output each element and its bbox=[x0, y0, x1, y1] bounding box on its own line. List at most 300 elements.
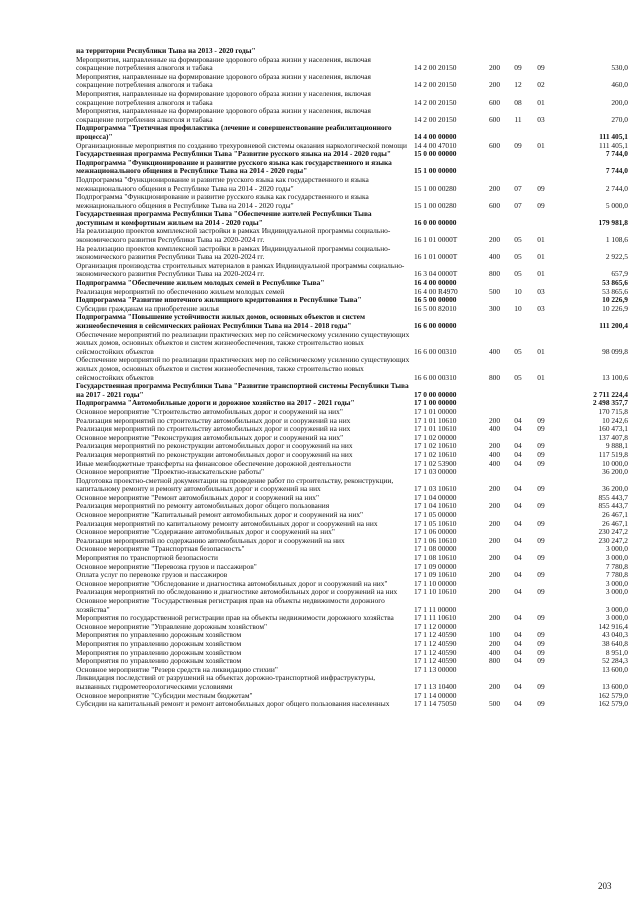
expense-type-cell: 200 bbox=[488, 415, 501, 425]
target-code-cell: 17 1 08 10610 bbox=[414, 553, 457, 563]
section-cell bbox=[507, 124, 529, 141]
expense-type-cell: 400 bbox=[488, 346, 501, 356]
table-row bbox=[76, 356, 628, 382]
row-name-cell: Государственная программа Республики Тыва "Развитие русского языка на 2014 - 2020 годы" bbox=[76, 149, 392, 159]
expense-type-cell: 400 bbox=[488, 647, 501, 657]
target-code-cell: 17 1 12 40590 bbox=[414, 656, 457, 666]
row-name-cell: Подпрограмма "Автомобильные дороги и дорожное хозяйство на 2017 - 2021 годы" bbox=[76, 398, 355, 408]
expense-type-cell bbox=[482, 597, 507, 614]
expense-type-cell: 200 bbox=[488, 518, 501, 528]
row-name-cell: Мероприятия, направленные на формирование здорового образа жизни у населения, включая сокращение потребления алкоголя и табака bbox=[76, 88, 371, 107]
expense-type-cell bbox=[482, 382, 507, 399]
section-cell bbox=[507, 159, 529, 176]
table-row bbox=[76, 159, 628, 176]
row-name-cell: Основное мероприятие "Реконструкция автомобильных дорог и сооружений на них" bbox=[76, 432, 344, 442]
target-code-cell bbox=[414, 47, 482, 56]
target-code-cell: 16 3 04 0000Т bbox=[414, 269, 458, 279]
section-cell: 05 bbox=[514, 269, 522, 279]
row-name-cell: Основное мероприятие "Строительство автомобильных дорог и сооружений на них" bbox=[76, 406, 343, 416]
row-name-cell: Подпрограмма "Повышение устойчивости жилых домов, основных объектов и систем жизнеобеспечения в сейсмических районах Республики Тыва на 2014 - 2018 годы" bbox=[76, 312, 365, 330]
subsection-cell: 09 bbox=[537, 449, 545, 459]
target-code-cell: 17 1 14 00000 bbox=[414, 690, 457, 700]
target-code-cell: 14 4 00 47010 bbox=[414, 140, 457, 150]
row-name-cell: Основное мероприятие "Управление дорожным хозяйством" bbox=[76, 621, 268, 631]
row-name-cell: Основное мероприятие "Содержание автомобильных дорог и сооружений на них" bbox=[76, 527, 335, 537]
row-name-cell: Ликвидация последствий от разрушений на объектах дорожно-транспортной инфраструктуры, вызванных гидрометеорологическими условиями bbox=[76, 673, 376, 691]
table-row bbox=[76, 124, 628, 141]
section-cell: 07 bbox=[514, 183, 522, 193]
subsection-cell: 09 bbox=[537, 458, 545, 468]
row-name-cell: Организация производства строительных материалов в рамках Индивидуальной программы социально-экономического развития Республики Тыва на 2020-2024 гг. bbox=[76, 260, 405, 279]
sum-cell: 230 247,2 bbox=[598, 527, 628, 537]
section-cell: 10 bbox=[514, 286, 522, 296]
subsection-cell: 03 bbox=[537, 114, 545, 124]
target-code-cell: 15 1 00 00000 bbox=[414, 166, 457, 176]
row-name-cell: На реализацию проектов комплексной застройки в рамках Индивидуальной программы социально-экономического развития Республики Тыва на 2020-2024 гг. bbox=[76, 243, 391, 262]
sum-cell: 142 916,4 bbox=[598, 621, 628, 631]
section-cell bbox=[507, 597, 529, 614]
row-name-cell: Реализация мероприятий по капитальному ремонту автомобильных дорог и сооружений на них bbox=[76, 518, 378, 528]
sum-cell: 117 519,8 bbox=[598, 449, 628, 459]
expense-type-cell: 100 bbox=[488, 630, 501, 640]
sum-cell: 3 000,0 bbox=[605, 613, 628, 623]
subsection-cell: 09 bbox=[537, 553, 545, 563]
row-name-cell: Основное мероприятие "Резерв средств на ликвидацию стихии" bbox=[76, 664, 278, 674]
target-code-cell: 14 2 00 20150 bbox=[414, 114, 457, 124]
target-code-cell: 16 6 00 00310 bbox=[414, 346, 457, 356]
section-cell bbox=[507, 313, 529, 330]
sum-cell: 530,0 bbox=[611, 63, 628, 73]
target-code-cell: 15 0 00 00000 bbox=[414, 149, 457, 159]
row-name-cell: Реализация мероприятий по строительству автомобильных дорог и сооружений на них bbox=[76, 415, 351, 425]
target-code-cell: 17 1 12 00000 bbox=[414, 621, 457, 631]
sum-cell: 10 226,9 bbox=[602, 303, 628, 313]
sum-cell: 179 981,8 bbox=[598, 217, 628, 227]
sum-cell: 1 108,6 bbox=[605, 235, 628, 245]
section-cell: 04 bbox=[514, 681, 522, 691]
row-name-cell: Государственная программа Республики Тыва "Развитие транспортной системы Республики Тыва на 2017 - 2021 годы" bbox=[76, 381, 409, 399]
sum-cell: 2 498 357,7 bbox=[592, 398, 628, 408]
sum-cell: 53 865,6 bbox=[602, 278, 628, 288]
sum-cell: 2 711 224,4 bbox=[593, 389, 628, 399]
subsection-cell bbox=[529, 399, 553, 408]
table-row bbox=[76, 674, 628, 691]
section-cell: 04 bbox=[514, 647, 522, 657]
expense-type-cell: 200 bbox=[488, 553, 501, 563]
expense-type-cell bbox=[482, 666, 507, 675]
target-code-cell: 17 1 09 10610 bbox=[414, 570, 457, 580]
budget-table-body bbox=[76, 47, 628, 709]
subsection-cell bbox=[529, 313, 553, 330]
sum-cell: 7 744,0 bbox=[605, 149, 628, 159]
table-row bbox=[76, 245, 628, 262]
subsection-cell: 09 bbox=[537, 613, 545, 623]
row-name-cell: Мероприятия по государственной регистрации прав на объекты недвижимости дорожного хозяйства bbox=[76, 613, 394, 623]
table-row bbox=[76, 477, 628, 494]
section-cell: 04 bbox=[514, 656, 522, 666]
target-code-cell: 17 0 00 00000 bbox=[414, 389, 457, 399]
sum-cell: 53 865,6 bbox=[602, 286, 628, 296]
subsection-cell bbox=[529, 124, 553, 141]
target-code-cell: 17 1 04 10610 bbox=[414, 501, 457, 511]
sum-cell: 2 922,5 bbox=[605, 252, 628, 262]
sum-cell: 13 600,0 bbox=[602, 681, 628, 691]
sum-cell: 7 780,8 bbox=[605, 561, 628, 571]
section-cell: 09 bbox=[514, 63, 522, 73]
row-name-cell: Подпрограмма "Функционирование и развитие русского языка как государственного и языка межнационального общения в Республике Тыва на 2014 - 2020 годы" bbox=[76, 157, 392, 176]
row-name-cell: Реализация мероприятий по ремонту автомобильных дорог общего пользования bbox=[76, 501, 330, 511]
expense-type-cell bbox=[482, 159, 507, 176]
row-name-cell: Основное мероприятие "Государственная регистрация прав на объекты недвижимости дорожного хозяйства" bbox=[76, 596, 385, 614]
target-code-cell: 17 1 00 00000 bbox=[414, 398, 457, 408]
subsection-cell: 09 bbox=[537, 183, 545, 193]
target-code-cell: 17 1 01 00000 bbox=[414, 406, 457, 416]
sum-cell: 9 888,1 bbox=[605, 441, 628, 451]
target-code-cell: 15 1 00 00280 bbox=[414, 200, 457, 210]
target-code-cell: 17 1 12 40590 bbox=[414, 630, 457, 640]
target-code-cell: 16 0 00 00000 bbox=[414, 217, 457, 227]
sum-cell: 36 200,0 bbox=[602, 484, 628, 494]
expense-type-cell: 200 bbox=[488, 484, 501, 494]
expense-type-cell: 500 bbox=[488, 699, 501, 709]
target-code-cell: 16 1 01 0000Т bbox=[414, 252, 458, 262]
sum-cell: 460,0 bbox=[611, 80, 628, 90]
table-row bbox=[76, 313, 628, 330]
expense-type-cell bbox=[482, 150, 507, 159]
section-cell: 05 bbox=[514, 252, 522, 262]
sum-cell: 3 000,0 bbox=[605, 578, 628, 588]
table-row bbox=[76, 262, 628, 279]
table-row bbox=[76, 193, 628, 210]
table-row bbox=[76, 597, 628, 614]
target-code-cell: 17 1 10 10610 bbox=[414, 587, 457, 597]
row-name-cell: Основное мероприятие "Перевозка грузов и пассажиров" bbox=[76, 561, 257, 571]
subsection-cell: 09 bbox=[537, 656, 545, 666]
expense-type-cell: 400 bbox=[488, 458, 501, 468]
target-code-cell: 16 5 00 00000 bbox=[414, 295, 457, 305]
table-row bbox=[76, 382, 628, 399]
row-name-cell: Мероприятия по управлению дорожным хозяйством bbox=[76, 638, 242, 648]
target-code-cell: 17 1 08 00000 bbox=[414, 544, 457, 554]
sum-cell: 230 247,2 bbox=[598, 535, 628, 545]
row-name-cell: Мероприятия по управлению дорожным хозяйством bbox=[76, 647, 242, 657]
page-number: 203 bbox=[598, 881, 612, 891]
expense-type-cell: 200 bbox=[488, 80, 501, 90]
expense-type-cell: 200 bbox=[488, 63, 501, 73]
subsection-cell: 01 bbox=[537, 346, 545, 356]
sum-cell: 111 405,1 bbox=[598, 140, 628, 150]
expense-type-cell: 800 bbox=[488, 269, 501, 279]
section-cell: 12 bbox=[514, 80, 522, 90]
subsection-cell: 09 bbox=[537, 63, 545, 73]
sum-cell: 10 242,6 bbox=[602, 415, 628, 425]
section-cell bbox=[507, 210, 529, 227]
subsection-cell: 09 bbox=[537, 535, 545, 545]
target-code-cell: 14 4 00 00000 bbox=[414, 131, 457, 141]
section-cell: 04 bbox=[514, 441, 522, 451]
section-cell: 04 bbox=[514, 699, 522, 709]
subsection-cell: 02 bbox=[537, 80, 545, 90]
sum-cell: 43 040,3 bbox=[602, 630, 628, 640]
expense-type-cell: 400 bbox=[488, 449, 501, 459]
subsection-cell bbox=[529, 159, 553, 176]
sum-cell: 13 100,6 bbox=[602, 372, 628, 382]
row-name-cell: Реализация мероприятий по обеспечению жильем молодых семей bbox=[76, 286, 285, 296]
expense-type-cell: 200 bbox=[488, 535, 501, 545]
target-code-cell: 17 1 02 10610 bbox=[414, 449, 457, 459]
section-cell: 04 bbox=[514, 535, 522, 545]
sum-cell: 162 579,0 bbox=[598, 699, 628, 709]
subsection-cell: 01 bbox=[537, 235, 545, 245]
expense-type-cell: 600 bbox=[488, 97, 501, 107]
section-cell: 04 bbox=[514, 587, 522, 597]
subsection-cell bbox=[529, 47, 553, 56]
target-code-cell: 14 2 00 20150 bbox=[414, 97, 457, 107]
table-row bbox=[76, 73, 628, 90]
expense-type-cell: 300 bbox=[488, 303, 501, 313]
subsection-cell: 09 bbox=[537, 699, 545, 709]
target-code-cell: 16 4 00 R4970 bbox=[414, 286, 458, 296]
target-code-cell: 14 2 00 20150 bbox=[414, 80, 457, 90]
expense-type-cell: 600 bbox=[488, 114, 501, 124]
subsection-cell: 01 bbox=[537, 140, 545, 150]
expense-type-cell: 500 bbox=[488, 286, 501, 296]
sum-cell: 3 000,0 bbox=[605, 553, 628, 563]
table-row bbox=[76, 56, 628, 73]
expense-type-cell: 200 bbox=[488, 570, 501, 580]
section-cell bbox=[507, 382, 529, 399]
subsection-cell: 09 bbox=[537, 501, 545, 511]
expense-type-cell: 200 bbox=[488, 681, 501, 691]
subsection-cell: 09 bbox=[537, 518, 545, 528]
table-row bbox=[76, 331, 628, 357]
row-name-cell: Субсидии на капитальный ремонт и ремонт автомобильных дорог общего пользования населенных bbox=[76, 699, 390, 709]
expense-type-cell: 200 bbox=[488, 501, 501, 511]
expense-type-cell bbox=[482, 399, 507, 408]
sum-cell: 3 000,0 bbox=[605, 587, 628, 597]
sum-cell: 98 099,8 bbox=[602, 346, 628, 356]
section-cell: 04 bbox=[514, 553, 522, 563]
row-name-cell: Мероприятия по управлению дорожным хозяйством bbox=[76, 630, 242, 640]
section-cell: 05 bbox=[514, 346, 522, 356]
target-code-cell: 15 1 00 00280 bbox=[414, 183, 457, 193]
row-name-cell: Мероприятия по управлению дорожным хозяйством bbox=[76, 656, 242, 666]
target-code-cell: 17 1 06 10610 bbox=[414, 535, 457, 545]
sum-cell: 26 467,1 bbox=[602, 518, 628, 528]
expense-type-cell: 800 bbox=[488, 656, 501, 666]
sum-cell: 160 473,1 bbox=[598, 424, 628, 434]
sum-cell: 38 640,8 bbox=[602, 638, 628, 648]
row-name-cell: Мероприятия, направленные на формирование здорового образа жизни у населения, включая сокращение потребления алкоголя и табака bbox=[76, 106, 371, 124]
section-cell: 04 bbox=[514, 501, 522, 511]
sum-cell: 270,0 bbox=[611, 114, 628, 124]
section-cell: 04 bbox=[514, 613, 522, 623]
subsection-cell bbox=[529, 150, 553, 159]
sum-cell: 200,0 bbox=[611, 97, 628, 107]
target-code-cell: 17 1 11 10610 bbox=[414, 613, 457, 623]
row-name-cell: Подпрограмма "Функционирование и развитие русского языка как государственного и языка межнационального общения в Республике Тыва на 2014 - 2020 годы" bbox=[76, 192, 369, 210]
row-name-cell: Основное мероприятие "Транспортная безопасность" bbox=[76, 544, 245, 554]
row-name-cell: Основное мероприятие "Ремонт автомобильных дорог и сооружений на них" bbox=[76, 492, 319, 502]
subsection-cell: 01 bbox=[537, 372, 545, 382]
target-code-cell: 17 1 09 00000 bbox=[414, 561, 457, 571]
target-code-cell: 17 1 14 75050 bbox=[414, 699, 457, 709]
expense-type-cell bbox=[482, 47, 507, 56]
subsection-cell: 09 bbox=[537, 647, 545, 657]
subsection-cell: 09 bbox=[537, 484, 545, 494]
target-code-cell: 17 1 06 00000 bbox=[414, 527, 457, 537]
sum-cell: 855 443,7 bbox=[598, 492, 628, 502]
sum-cell: 7 780,8 bbox=[605, 570, 628, 580]
section-cell: 04 bbox=[514, 638, 522, 648]
document-page bbox=[76, 47, 628, 709]
target-code-cell: 16 1 01 0000Т bbox=[414, 235, 458, 245]
expense-type-cell: 600 bbox=[488, 140, 501, 150]
section-cell bbox=[507, 47, 529, 56]
target-code-cell: 16 4 00 00000 bbox=[414, 278, 457, 288]
table-row bbox=[76, 227, 628, 244]
subsection-cell bbox=[529, 666, 553, 675]
expense-type-cell: 400 bbox=[488, 424, 501, 434]
row-name-cell: Реализация мероприятий по реконструкции автомобильных дорог и сооружений на них bbox=[76, 449, 353, 459]
target-code-cell: 17 1 03 10610 bbox=[414, 484, 457, 494]
row-name-cell: Подпрограмма "Третичная профилактика (лечение и совершенствование реабилитационного процесса)" bbox=[76, 123, 392, 141]
target-code-cell: 17 1 03 00000 bbox=[414, 467, 457, 477]
section-cell: 05 bbox=[514, 235, 522, 245]
expense-type-cell: 200 bbox=[488, 587, 501, 597]
expense-type-cell: 400 bbox=[488, 252, 501, 262]
sum-cell: 137 407,8 bbox=[598, 432, 628, 442]
subsection-cell: 09 bbox=[537, 630, 545, 640]
sum-cell: 52 284,3 bbox=[602, 656, 628, 666]
section-cell: 04 bbox=[514, 570, 522, 580]
subsection-cell bbox=[529, 468, 553, 477]
target-code-cell: 16 6 00 00000 bbox=[414, 321, 457, 330]
row-name-cell: Иные межбюджетные трансферты на финансовое обеспечение дорожной деятельности bbox=[76, 458, 351, 468]
expense-type-cell: 600 bbox=[488, 200, 501, 210]
row-name-cell: Реализация мероприятий по содержанию автомобильных дорог и сооружений на них bbox=[76, 535, 345, 545]
expense-type-cell: 200 bbox=[488, 235, 501, 245]
sum-cell: 36 200,0 bbox=[602, 467, 628, 477]
sum-cell: 8 951,0 bbox=[605, 647, 628, 657]
section-cell: 04 bbox=[514, 484, 522, 494]
subsection-cell: 09 bbox=[537, 681, 545, 691]
subsection-cell: 09 bbox=[537, 441, 545, 451]
row-name-cell: Подпрограмма "Развитие ипотечного жилищного кредитования в Республике Тыва" bbox=[76, 295, 362, 305]
table-row bbox=[76, 176, 628, 193]
sum-cell: 855 443,7 bbox=[598, 501, 628, 511]
sum-cell: 13 600,0 bbox=[602, 664, 628, 674]
subsection-cell bbox=[529, 382, 553, 399]
row-name-cell: Подготовка проектно-сметной документации на проведение работ по строительству, реконструкции, капитальному ремонту и ремонту автомобильных дорог и сооружений на них bbox=[76, 475, 394, 494]
expense-type-cell bbox=[482, 124, 507, 141]
expense-type-cell: 800 bbox=[488, 372, 501, 382]
row-name-cell: на территории Республики Тыва на 2013 - 2020 годы" bbox=[76, 46, 256, 55]
sum-cell: 2 744,0 bbox=[605, 183, 628, 193]
target-code-cell: 17 1 05 10610 bbox=[414, 518, 457, 528]
section-cell: 11 bbox=[514, 114, 522, 124]
row-name-cell: Организационные мероприятия по созданию трехуровневой системы оказания наркологической помощи bbox=[76, 140, 407, 150]
section-cell: 04 bbox=[514, 630, 522, 640]
section-cell: 05 bbox=[514, 372, 522, 382]
target-code-cell: 17 1 13 00000 bbox=[414, 664, 457, 674]
subsection-cell: 01 bbox=[537, 252, 545, 262]
row-name-cell: Основное мероприятие "Проектно-изыскательские работы" bbox=[76, 467, 264, 477]
section-cell bbox=[507, 666, 529, 675]
subsection-cell: 03 bbox=[537, 303, 545, 313]
target-code-cell: 16 5 00 82010 bbox=[414, 303, 457, 313]
section-cell bbox=[507, 150, 529, 159]
subsection-cell: 09 bbox=[537, 424, 545, 434]
sum-cell: 3 000,0 bbox=[605, 544, 628, 554]
target-code-cell: 17 1 02 00000 bbox=[414, 432, 457, 442]
row-name-cell: Реализация мероприятий по реконструкции автомобильных дорог и сооружений на них bbox=[76, 441, 353, 451]
target-code-cell: 17 1 12 40590 bbox=[414, 647, 457, 657]
sum-cell bbox=[553, 47, 628, 56]
subsection-cell: 03 bbox=[537, 286, 545, 296]
target-code-cell: 17 1 01 10610 bbox=[414, 424, 457, 434]
expense-type-cell: 200 bbox=[488, 441, 501, 451]
section-cell bbox=[507, 468, 529, 477]
expense-type-cell bbox=[482, 468, 507, 477]
sum-cell: 111 405,1 bbox=[599, 131, 628, 141]
sum-cell: 10 000,0 bbox=[602, 458, 628, 468]
row-name-cell: Подпрограмма "Обеспечение жильем молодых семей в Республике Тыва" bbox=[76, 278, 325, 288]
expense-type-cell: 200 bbox=[488, 613, 501, 623]
target-code-cell: 17 1 13 10400 bbox=[414, 681, 457, 691]
subsection-cell bbox=[529, 210, 553, 227]
row-name-cell: Основное мероприятие "Субсидии местным бюджетам" bbox=[76, 690, 253, 700]
subsection-cell: 01 bbox=[537, 97, 545, 107]
row-name-cell: Мероприятия, направленные на формирование здорового образа жизни у населения, включая сокращение потребления алкоголя и табака bbox=[76, 54, 371, 73]
target-code-cell: 17 1 02 53900 bbox=[414, 458, 457, 468]
target-code-cell: 16 6 00 00310 bbox=[414, 372, 457, 382]
subsection-cell bbox=[529, 597, 553, 614]
target-code-cell: 17 1 05 00000 bbox=[414, 510, 457, 520]
row-name-cell: Мероприятия, направленные на формирование здорового образа жизни у населения, включая сокращение потребления алкоголя и табака bbox=[76, 71, 371, 90]
target-code-cell: 17 1 01 10610 bbox=[414, 415, 457, 425]
section-cell: 08 bbox=[514, 97, 522, 107]
sum-cell: 5 000,0 bbox=[605, 200, 628, 210]
subsection-cell: 01 bbox=[537, 269, 545, 279]
sum-cell: 170 715,8 bbox=[598, 406, 628, 416]
row-name-cell: Основное мероприятие "Обследование и диагностика автомобильных дорог и сооружений на них" bbox=[76, 578, 388, 588]
expense-type-cell bbox=[482, 210, 507, 227]
section-cell: 04 bbox=[514, 415, 522, 425]
table-row bbox=[76, 90, 628, 107]
row-name-cell: Обеспечение мероприятий по реализации практических мер по сейсмическому усилению существующих жилых домов, основных объектов и систем жизнеобеспечения, также строительство новых сейсмостойких объектов bbox=[76, 355, 410, 382]
expense-type-cell bbox=[482, 313, 507, 330]
section-cell: 04 bbox=[514, 518, 522, 528]
row-name-cell: Государственная программа Республики Тыва "Обеспечение жителей Республики Тыва доступным и комфортным жильем на 2014 - 2020 годы" bbox=[76, 209, 372, 227]
sum-cell: 26 467,1 bbox=[602, 510, 628, 520]
subsection-cell: 09 bbox=[537, 415, 545, 425]
sum-cell: 10 226,9 bbox=[602, 295, 628, 305]
sum-cell: 111 200,4 bbox=[599, 321, 628, 330]
target-code-cell: 17 1 11 00000 bbox=[414, 604, 457, 614]
table-row bbox=[76, 210, 628, 227]
subsection-cell: 09 bbox=[537, 570, 545, 580]
section-cell: 04 bbox=[514, 424, 522, 434]
row-name-cell: Субсидии гражданам на приобретение жилья bbox=[76, 303, 219, 313]
section-cell bbox=[507, 399, 529, 408]
sum-cell: 657,9 bbox=[611, 269, 628, 279]
target-code-cell: 14 2 00 20150 bbox=[414, 63, 457, 73]
row-name-cell: Оплата услуг по перевозке грузов и пассажиров bbox=[76, 570, 228, 580]
section-cell: 04 bbox=[514, 449, 522, 459]
row-name-cell: Реализация мероприятий по обследованию и диагностике автомобильных дорог и сооружений на них bbox=[76, 587, 398, 597]
sum-cell: 7 744,0 bbox=[605, 166, 628, 176]
